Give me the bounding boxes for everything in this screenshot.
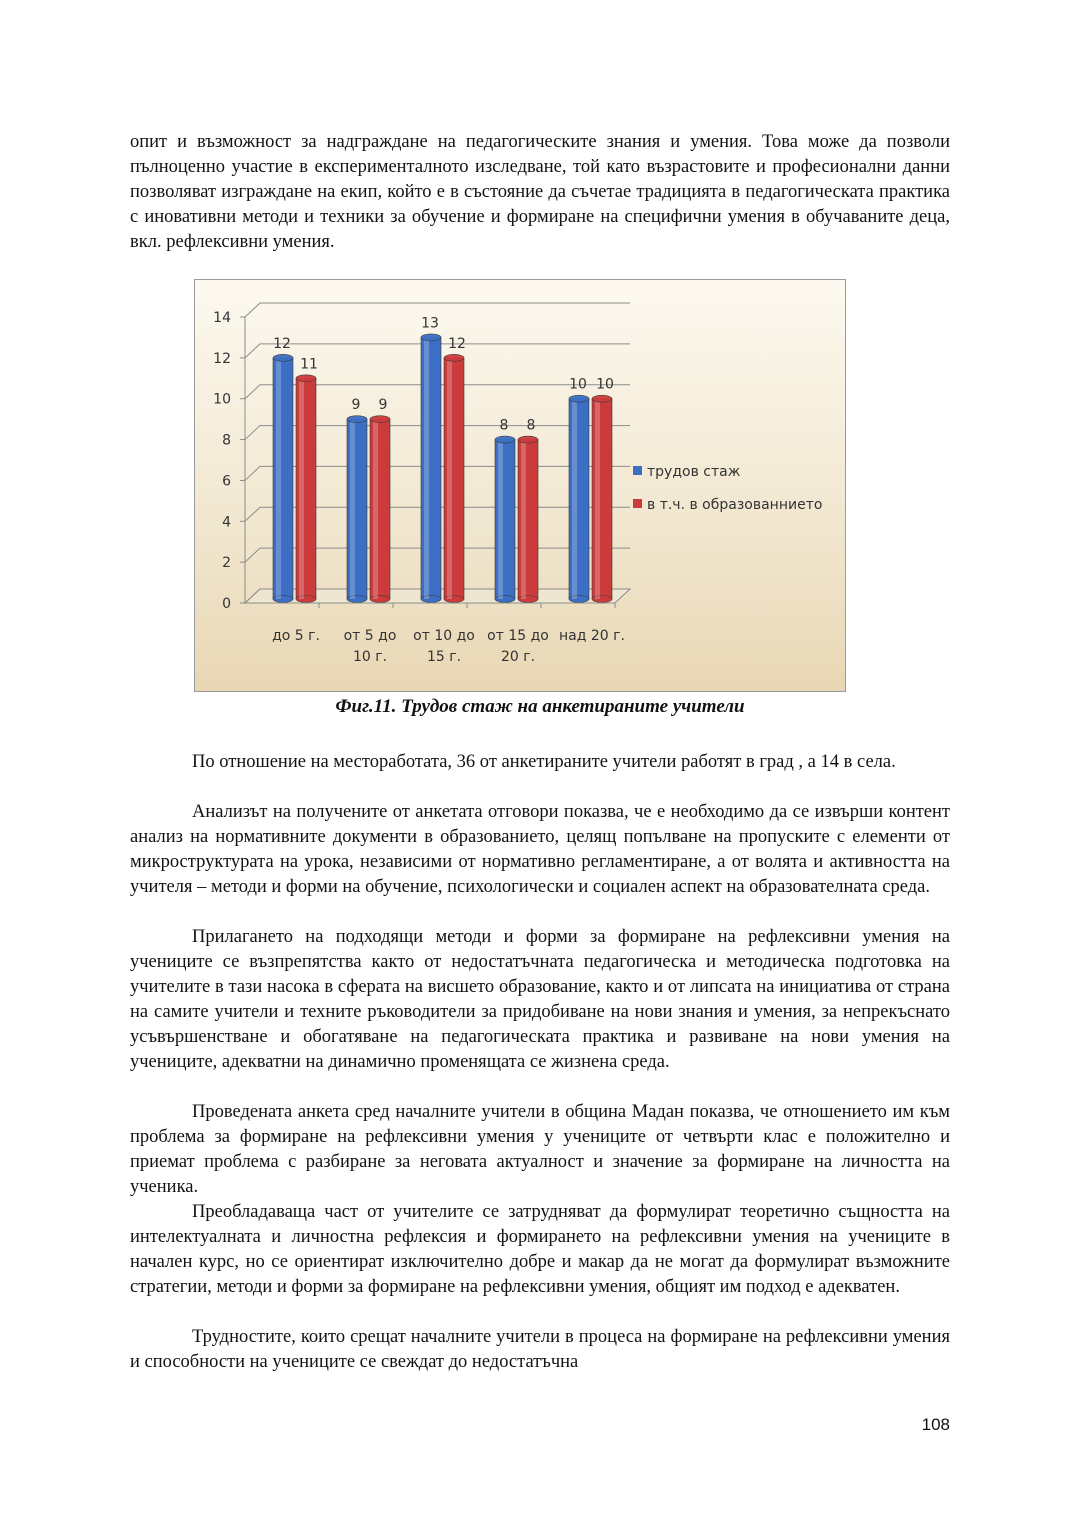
bar-top (296, 375, 316, 382)
paragraph-intro: опит и възможност за надграждане на педагогическите знания и умения. Това може да позволи пълноценно участие в експерименталното изследване, той като възрастовите и професионални данни позволяват изграждане на екип, който е в състояние да съчетае традицията в педагогическата практика с иновативни методи и техники за обучение и формиране на специфични умения в обучаваните деца, вкл. рефлексивни умения. (130, 132, 950, 252)
data-label: 11 (300, 356, 318, 373)
x-tick-label: от 10 до (413, 628, 475, 644)
y-tick-label: 6 (222, 473, 231, 490)
legend-swatch (633, 499, 642, 508)
chart-canvas (195, 280, 845, 691)
bar-top (569, 395, 589, 402)
bar-top (495, 436, 515, 443)
figure-caption: Фиг.11. Трудов стаж на анкетираните учители (335, 696, 745, 717)
data-label: 9 (351, 397, 361, 414)
bar-top (444, 354, 464, 361)
data-label: 12 (273, 335, 291, 352)
data-label: 10 (596, 376, 614, 393)
data-label: 8 (499, 417, 509, 434)
x-tick-label: 15 г. (426, 649, 462, 665)
bar-top (592, 395, 612, 402)
bar-highlight (498, 440, 503, 599)
page-number: 108 (921, 1415, 950, 1434)
bar-top (273, 354, 293, 361)
bar-highlight (350, 419, 355, 599)
paragraph-survey: Проведената анкета сред началните учители в община Мадан показва, че отношението им към проблема за формиране на рефлексивни умения у учениците от четвърти клас е положително и приемат проблема с разбиране за неговата актуалност и значение за формиране на личността на ученика. (130, 1102, 950, 1197)
x-tick-label: над 20 г. (559, 628, 625, 644)
x-tick-label: от 5 до (343, 628, 397, 644)
data-label: 12 (448, 335, 466, 352)
bar-highlight (572, 399, 577, 599)
bar-highlight (595, 399, 600, 599)
x-tick-label: от 15 до (487, 628, 549, 644)
data-label: 9 (378, 397, 388, 414)
y-tick-label: 10 (213, 391, 231, 408)
bar-top (518, 436, 538, 443)
paragraph-difficulties: Трудностите, които срещат началните учители в процеса на формиране на рефлексивни умения и способности на учениците се свеждат до недостатъчна (130, 1327, 950, 1372)
paragraph-methods: Прилагането на подходящи методи и форми за формиране на рефлексивни умения на учениците се възпрепятства както от недостатъчната педагогическа и методическа подготовка на учителите в тази насока в сферата на висшето образование, както и от липсата на инициатива от страна на самите учители и техните ръководители за придобиване на нови знания и умения, за непрекъснато усъвършенстване и обогатяване на педагогическата практика и развиване на нови умения на учениците, адекватни на динамично променящата се жизнена среда. (130, 927, 950, 1072)
bar-chart (194, 279, 846, 692)
legend-label: в т.ч. в образованнието (647, 497, 823, 513)
bar-highlight (424, 337, 429, 599)
bar-highlight (299, 378, 304, 599)
bar-top (347, 416, 367, 423)
bar-top (421, 334, 441, 341)
bar-highlight (276, 358, 281, 599)
data-label: 8 (526, 417, 536, 434)
data-label: 10 (569, 376, 587, 393)
x-tick-label: 20 г. (500, 649, 536, 665)
paragraph-teachers: Преобладаваща част от учителите се затрудняват да формулират теоретично същността на интелектуалната и личностна рефлексия и формирането на рефлексивни умения на учениците в начален курс, но се ориентират изключително добре и макар да не могат да формулират възможните стратегии, методи и форми за формиране на рефлексивни умения, общият им подход е адекватен. (130, 1202, 950, 1297)
y-tick-label: 8 (222, 432, 231, 449)
y-tick-label: 12 (213, 350, 231, 367)
bar-highlight (521, 440, 526, 599)
y-tick-label: 4 (222, 514, 231, 531)
y-tick-label: 0 (222, 596, 231, 612)
x-tick-label: до 5 г. (272, 628, 320, 644)
x-tick-label: 10 г. (352, 649, 388, 665)
bar-top (370, 416, 390, 423)
legend-label: трудов стаж (647, 464, 741, 480)
data-label: 13 (421, 315, 439, 332)
paragraph-analysis: Анализът на получените от анкетата отговори показва, че е необходимо да се извърши контент анализ на нормативните документи в образованието, целящ попълване на пропуските с елементи от микроструктурата на урока, независими от нормативно регламентиране, а от волята и активността на учителя – методи и форми на обучение, психологически и социален аспект на образователната среда. (130, 802, 950, 897)
y-tick-label: 2 (222, 555, 231, 572)
legend-swatch (633, 466, 642, 475)
paragraph-workplace: По отношение на местоработата, 36 от анкетираните учители работят в град , а 14 в села. (192, 752, 896, 772)
bar-highlight (447, 358, 452, 599)
y-tick-label: 14 (213, 310, 231, 326)
bar-highlight (373, 419, 378, 599)
